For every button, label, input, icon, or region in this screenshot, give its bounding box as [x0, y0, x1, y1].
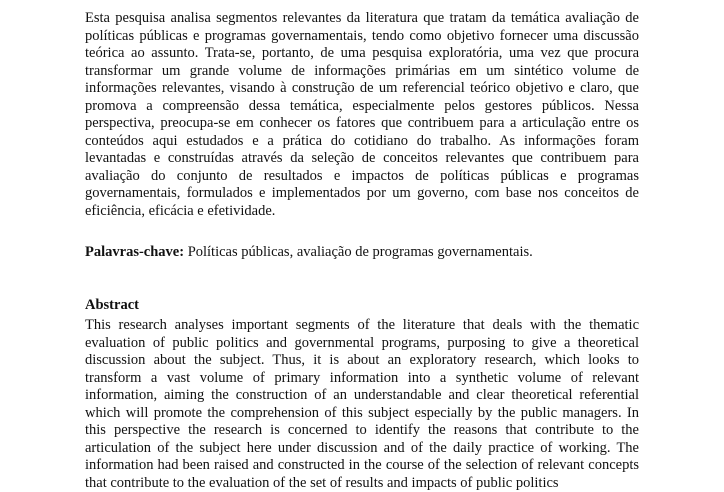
document-page — [85, 10, 639, 492]
keywords-line — [85, 244, 639, 262]
abstract-paragraph: This research analyses important segments of the literature that deals with the thematic evaluation of public politics and governmental programs, purposing to give a theoretical discussion about the subject. Thus, it is about an exploratory research, which looks to transform a vast volume of primary information into a synthetic volume of relevant information, aiming the construction of an understandable and clear theoretical referential which will promote the comprehension of this subject especially by the public managers. In this perspective the research is concerned to identify the reasons that contribute to the articulation of the subject here under discussion and of the daily practice of working. The information had been raised and constructed in the course of the selection of relevant concepts that contribute to the evaluation of the set of results and impacts of public politics — [85, 317, 639, 491]
resumo-paragraph: Esta pesquisa analisa segmentos relevantes da literatura que tratam da temática avaliação de políticas públicas e programas governamentais, tendo como objetivo fornecer uma discussão teórica ao assunto. Trata-se, portanto, de uma pesquisa exploratória, uma vez que procura transformar um grande volume de informações primárias em um sintético volume de informações relevantes, visando à construção de um referencial teórico objetivo e claro, que promova a compreensão dessa temática, especialmente pelos gestores públicos. Nessa perspectiva, preocupa-se em conhecer os fatores que contribuem para a articulação entre os conteúdos aqui estudados e a prática do cotidiano do trabalho. As informações foram levantadas e construídas através da seleção de conceitos relevantes que contribuem para avaliação do conjunto de resultados e impactos de políticas públicas e programas governamentais, formulados e implementados por um governo, com base nos conceitos de eficiência, eficácia e efetividade. — [85, 10, 639, 219]
keywords-label: Palavras-chave: — [85, 244, 185, 260]
abstract-heading: Abstract — [85, 296, 139, 313]
keywords-text: Políticas públicas, avaliação de programas governamentais. — [184, 244, 533, 260]
